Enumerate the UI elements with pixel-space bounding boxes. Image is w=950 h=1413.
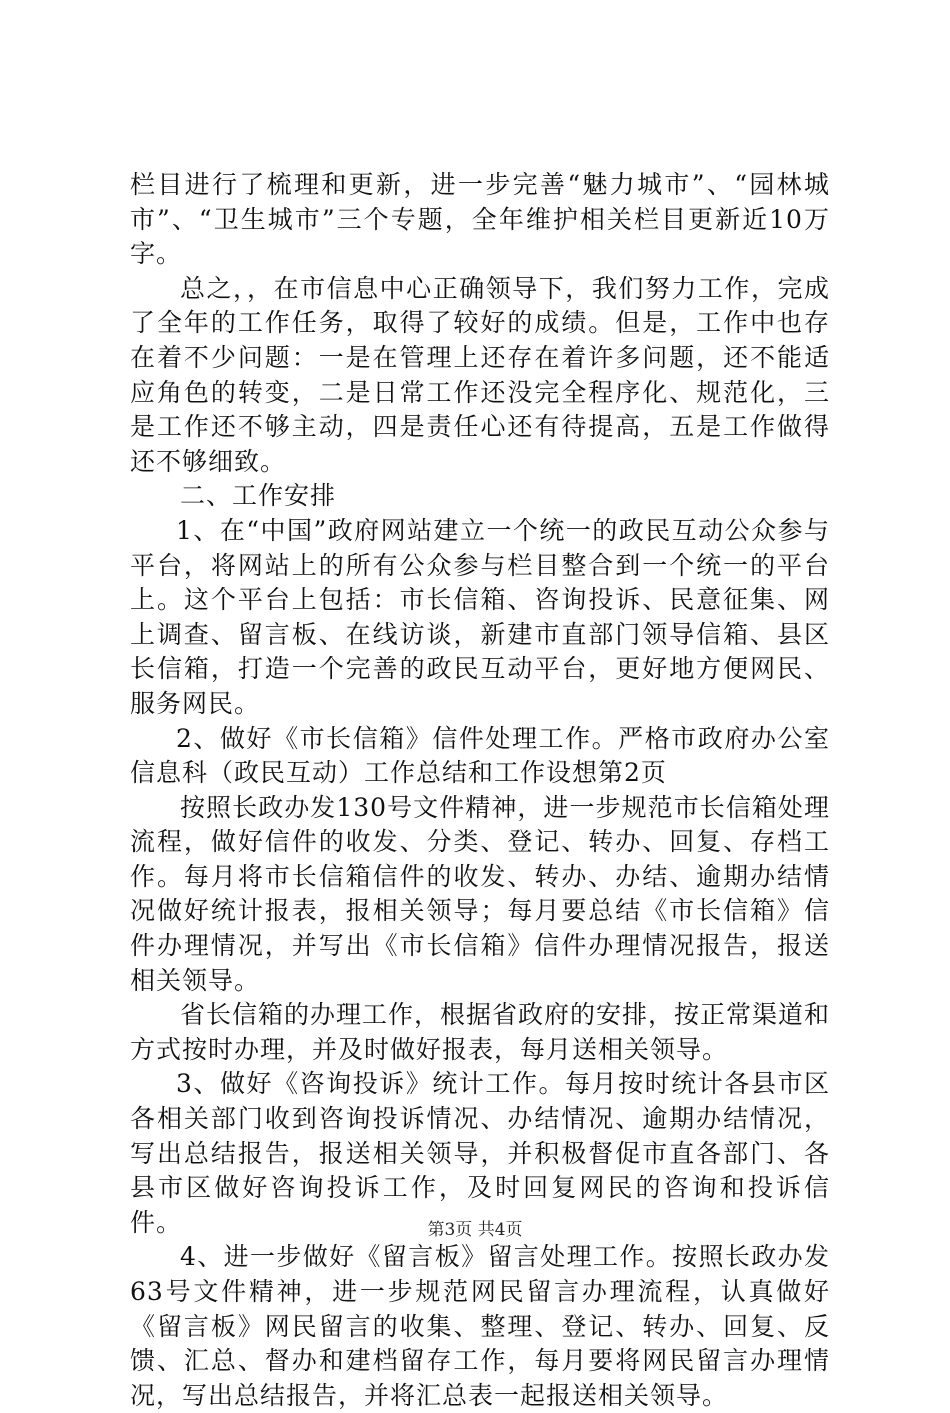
section-heading-work-plan: 二、工作安排	[180, 481, 337, 511]
page-footer: 第3页 共4页	[427, 1220, 523, 1240]
paragraph-item-1-platform: 1、在“中国”政府网站建立一个统一的政民互动公众参与平台，将网站上的所有公众参与栏目整合到一个统一的平台上。这个平台上包括：市长信箱、咨询投诉、民意征集、网上调查、留言板、在线访谈，新建市直部门领导信箱、县区长信箱，打造一个完善的政民互动平台，更好地方便网民、服务网民。	[130, 515, 830, 718]
paragraph-column-update: 栏目进行了梳理和更新，进一步完善“魅力城市”、“园林城市”、“卫生城市”三个专题，全年维护相关栏目更新近10万字。	[130, 170, 830, 269]
paragraph-item-4-message-board: 4、进一步做好《留言板》留言处理工作。按照长政办发63号文件精神，进一步规范网民留言办理流程，认真做好《留言板》网民留言的收集、整理、登记、转办、回复、反馈、汇总、督办和建档留存工作，每月要将网民留言办理情况，写出总结报告，并将汇总表一起报送相关领导。	[130, 1242, 830, 1410]
paragraph-governor-mailbox: 省长信箱的办理工作，根据省政府的安排，按正常渠道和方式按时办理，并及时做好报表，每月送相关领导。	[130, 1000, 831, 1064]
paragraph-item-2-mayor-mailbox: 2、做好《市长信箱》信件处理工作。严格市政府办公室信息科（政民互动）工作总结和工作设想第2页	[130, 723, 830, 788]
paragraph-item-3-consultation: 3、做好《咨询投诉》统计工作。每月按时统计各县市区各相关部门收到咨询投诉情况、办结情况、逾期办结情况，写出总结报告，报送相关领导，并积极督促市直各部门、各县市区做好咨询投诉工作，及时回复网民的咨询和投诉信件。	[130, 1069, 830, 1237]
paragraph-mayor-mailbox-process: 按照长政办发130号文件精神，进一步规范市长信箱处理流程，做好信件的收发、分类、登记、转办、回复、存档工作。每月将市长信箱信件的收发、转办、办结、逾期办结情况做好统计报表，报相关领导；每月要总结《市长信箱》信件办理情况，并写出《市长信箱》信件办理情况报告，报送相关领导。	[130, 792, 830, 995]
paragraph-summary: 总之，，在市信息中心正确领导下，我们努力工作，完成了全年的工作任务，取得了较好的成绩。但是，工作中也存在着不少问题：一是在管理上还存在着许多问题，还不能适应角色的转变，二是日常工作还没完全程序化、规范化，三是工作还不够主动，四是责任心还有待提高，五是工作做得还不够细致。	[130, 273, 830, 476]
